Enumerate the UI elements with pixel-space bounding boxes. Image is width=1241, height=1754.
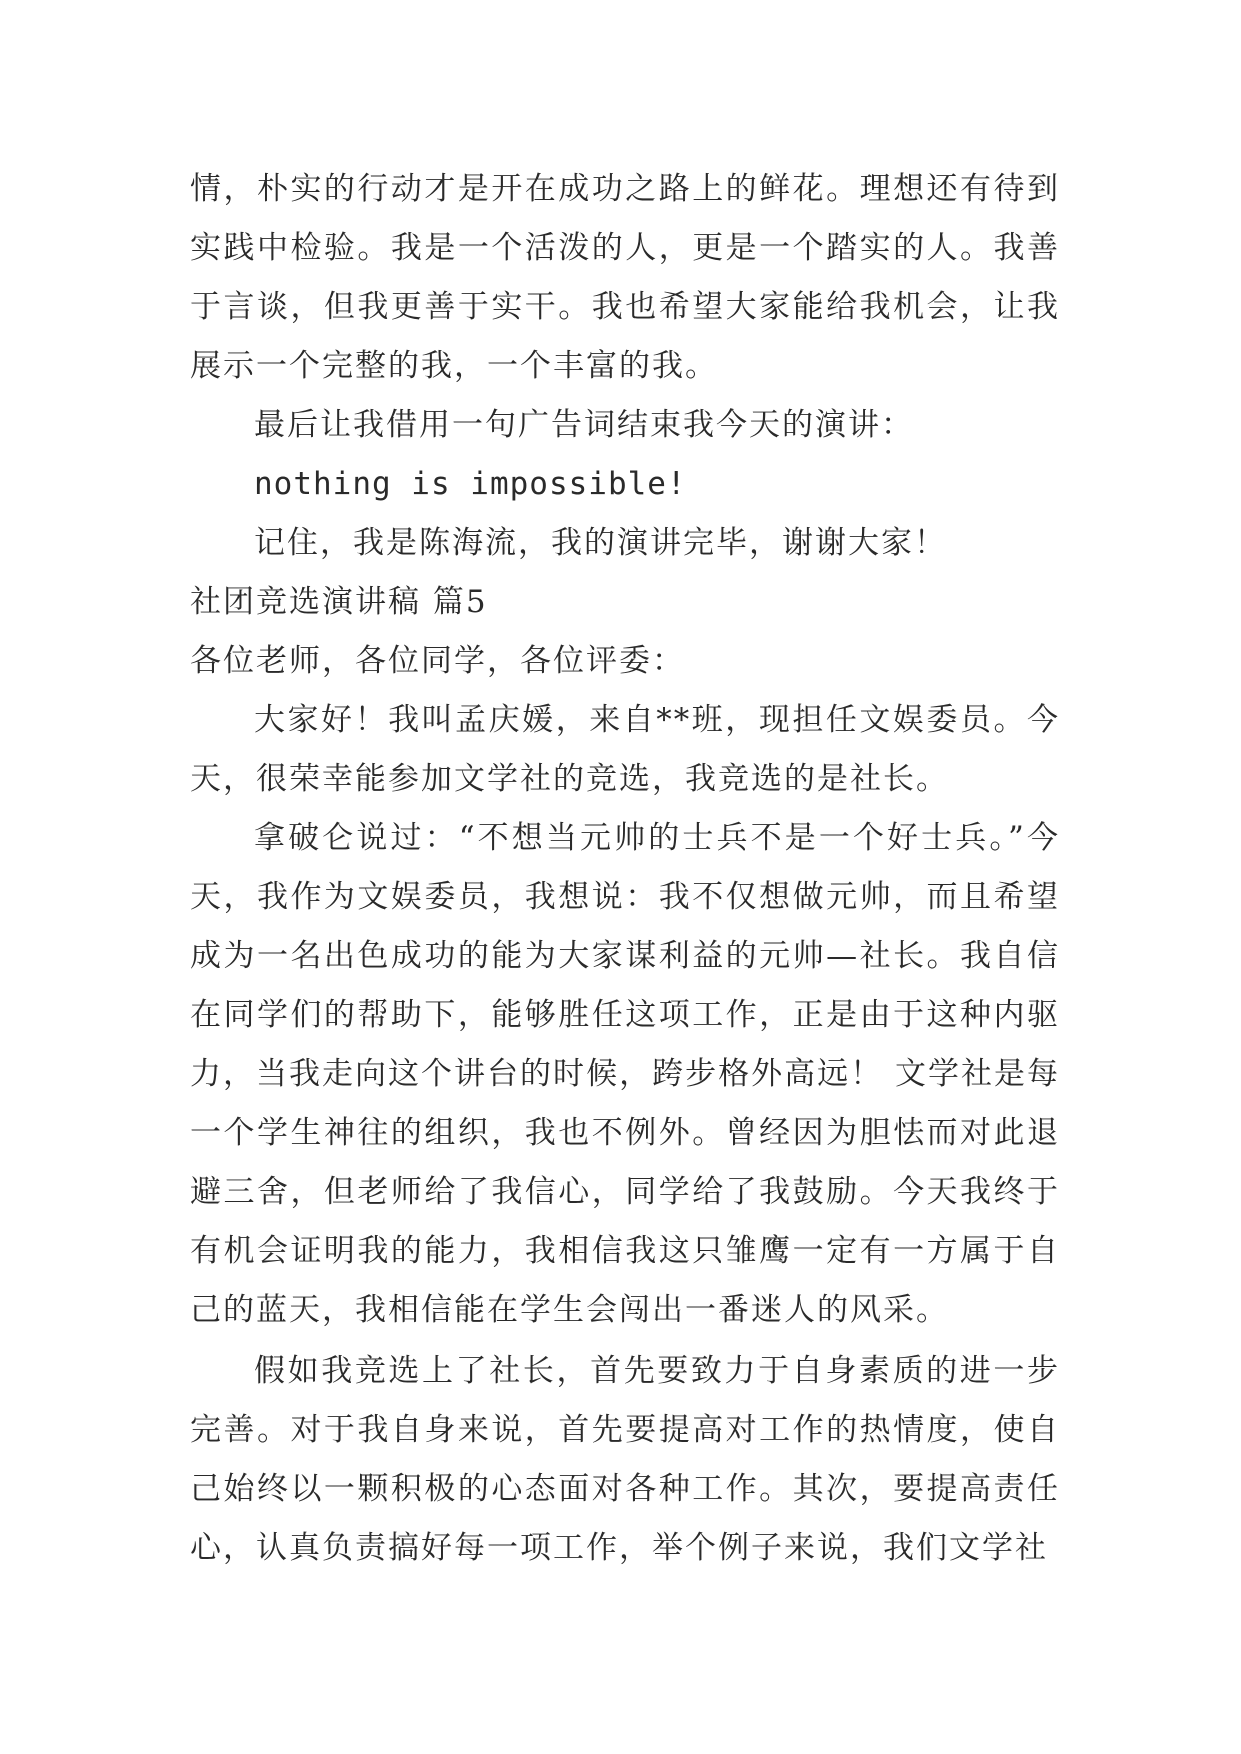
paragraph-thanks: 记住，我是陈海流，我的演讲完毕，谢谢大家！ (254, 525, 947, 561)
salutation: 各位老师，各位同学，各位评委： (190, 643, 685, 679)
paragraph-continuation: 情，朴实的行动才是开在成功之路上的鲜花。理想还有待到实践中检验。我是一个活泼的人，更是一个踏实的人。我善于言谈，但我更善于实干。我也希望大家能给我机会，让我展示一个完整的我，一个丰富的我。 (190, 171, 1060, 384)
paragraph-slogan: nothing is impossible! (254, 466, 687, 502)
document-body (190, 160, 1060, 1578)
paragraph-intro: 大家好！我叫孟庆媛，来自**班，现担任文娱委员。今天，很荣幸能参加文学社的竞选，我竞选的是社长。 (190, 702, 1060, 797)
section-title: 社团竞选演讲稿 篇5 (190, 584, 488, 620)
paragraph-motivation: 拿破仑说过：“不想当元帅的士兵不是一个好士兵。”今天，我作为文娱委员，我想说：我不仅想做元帅，而且希望成为一名出色成功的能为大家谋利益的元帅—社长。我自信在同学们的帮助下，能够胜任这项工作，正是由于这种内驱力，当我走向这个讲台的时候，跨步格外高远！ 文学社是每一个学生神往的组织，我也不例外。曾经因为胆怯而对此退避三舍，但老师给了我信心，同学给了我鼓励。今天我终于有机会证明我的能力，我相信我这只雏鹰一定有一方属于自己的蓝天，我相信能在学生会闯出一番迷人的风采。 (190, 820, 1060, 1328)
paragraph-plan: 假如我竞选上了社长，首先要致力于自身素质的进一步完善。对于我自身来说，首先要提高对工作的热情度，使自己始终以一颗积极的心态面对各种工作。其次，要提高责任心，认真负责搞好每一项工作，举个例子来说，我们文学社 (190, 1353, 1060, 1566)
paragraph-closing-line: 最后让我借用一句广告词结束我今天的演讲： (254, 407, 914, 443)
